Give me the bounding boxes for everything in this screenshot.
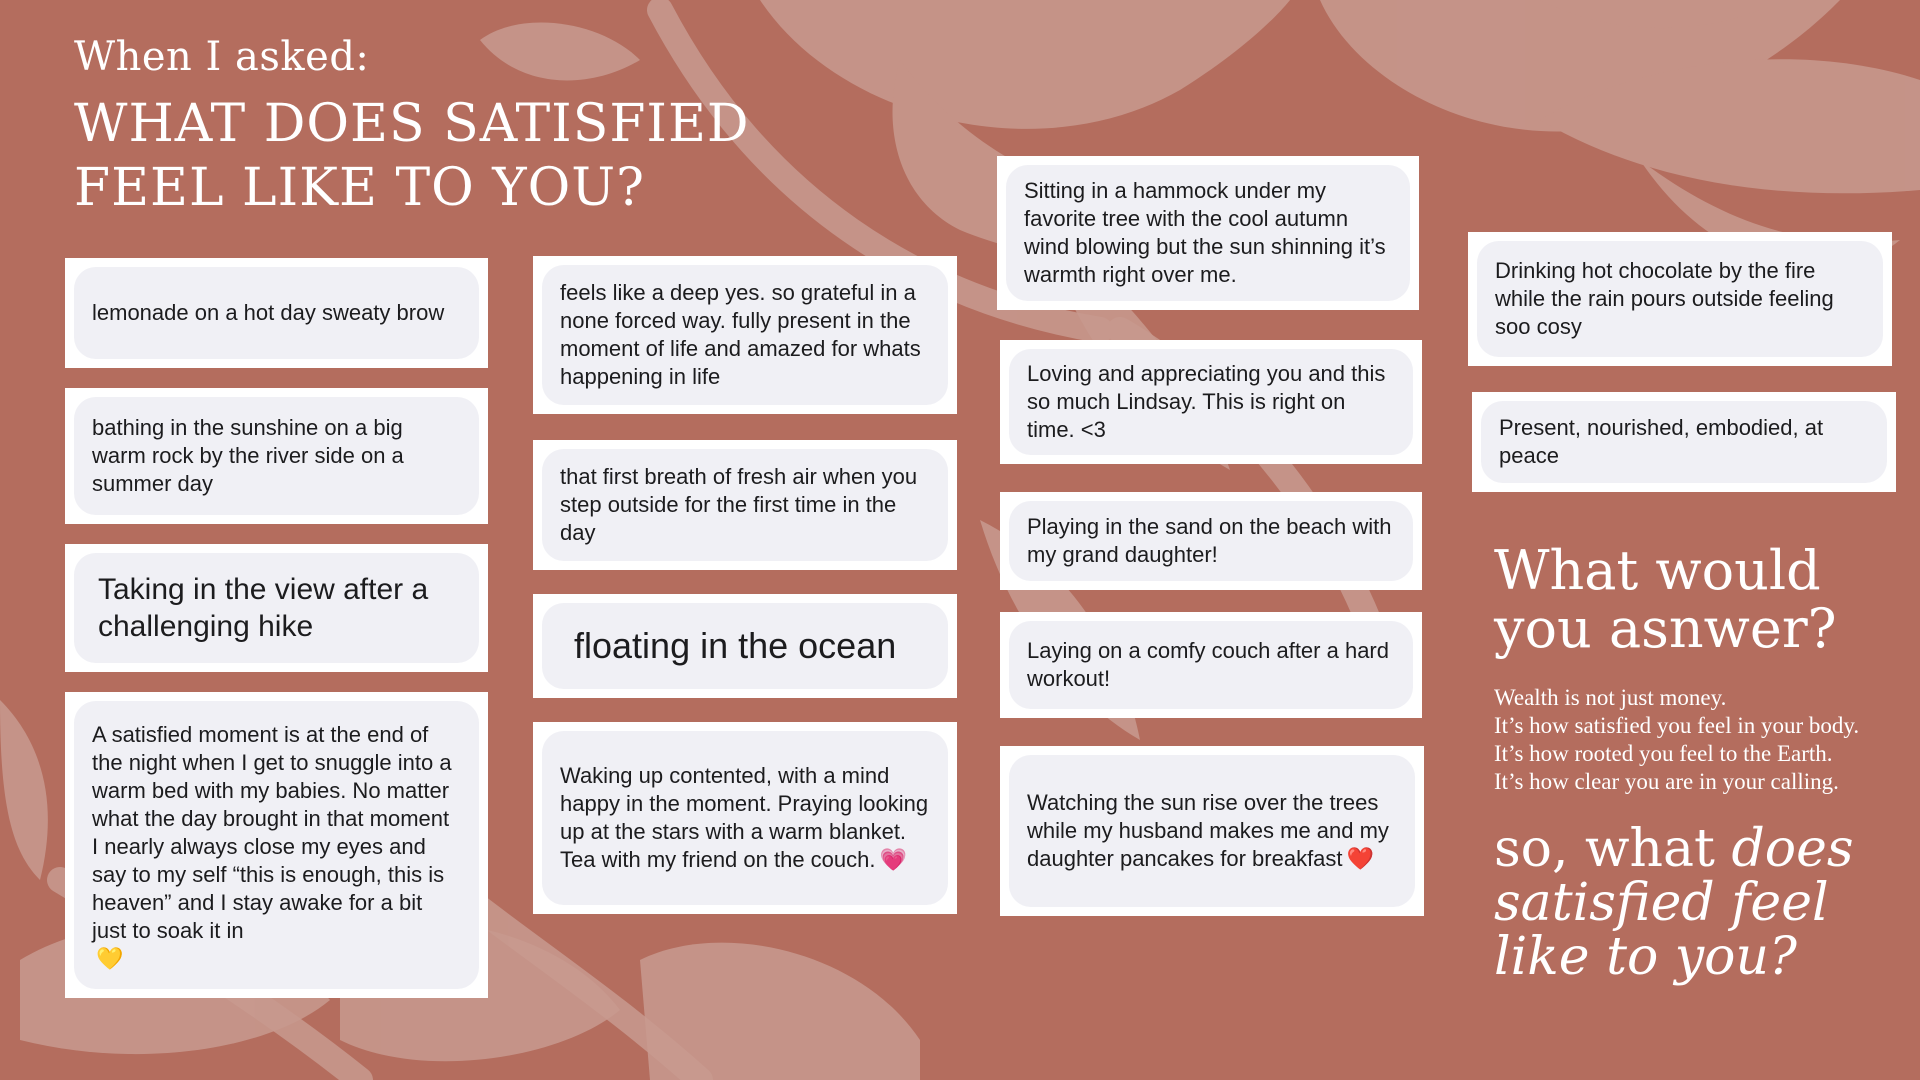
- prompt-line: Wealth is not just money.: [1494, 685, 1727, 710]
- response-bubble: [542, 603, 948, 689]
- response-card: [1472, 392, 1896, 492]
- response-bubble: [74, 397, 479, 515]
- response-text: that first breath of fresh air when you step outside for the first time in the day: [560, 464, 918, 545]
- response-text: feels like a deep yes. so grateful in a none forced way. fully present in the moment of life and amazed for whats happening in life: [560, 280, 921, 389]
- response-card: [65, 692, 488, 998]
- response-bubble: [1006, 165, 1410, 301]
- response-text: floating in the ocean: [574, 625, 897, 666]
- response-text: Loving and appreciating you and this so much Lindsay. This is right on time. <3: [1027, 361, 1386, 442]
- response-text: Laying on a comfy couch after a hard workout!: [1027, 638, 1389, 691]
- response-card: [533, 594, 957, 698]
- response-card: [1000, 340, 1422, 464]
- response-text: Waking up contented, with a mind happy in the moment. Praying looking up at the stars with a warm blanket. Tea with my friend on the couch. 💗: [560, 763, 929, 872]
- response-bubble: [74, 267, 479, 359]
- heading-intro: When I asked:: [74, 34, 370, 80]
- response-card: [533, 256, 957, 414]
- response-bubble: [1009, 755, 1415, 907]
- response-card: [65, 388, 488, 524]
- response-card: [533, 722, 957, 914]
- closing-question: so, what does satisfied feel like to you?: [1494, 819, 1854, 987]
- response-bubble: [1009, 349, 1413, 455]
- response-card: [65, 544, 488, 672]
- response-bubble: [1481, 401, 1887, 483]
- red-heart-emoji-icon: ❤️: [1346, 846, 1374, 871]
- heading-question: WHAT DOES SATISFIED FEEL LIKE TO YOU?: [74, 94, 750, 218]
- response-text: lemonade on a hot day sweaty brow: [92, 300, 445, 325]
- prompt-question: What would you asnwer?: [1494, 539, 1837, 660]
- response-bubble: [1009, 621, 1413, 709]
- response-card: [533, 440, 957, 570]
- response-text: A satisfied moment is at the end of the night when I get to snuggle into a warm bed with my babies. No matter what the day brought in that moment I nearly always close my eyes and say to my self “this is enough, this is heaven” and I stay awake for a bit just to soak it in 💛: [92, 722, 452, 971]
- response-bubble: [542, 265, 948, 405]
- response-card: [997, 156, 1419, 310]
- response-card: [1000, 746, 1424, 916]
- response-bubble: [1009, 501, 1413, 581]
- prompt-line: It’s how satisfied you feel in your body.: [1494, 713, 1860, 738]
- response-card: [1000, 612, 1422, 718]
- response-text: Present, nourished, embodied, at peace: [1499, 415, 1824, 468]
- response-text: Drinking hot chocolate by the fire while the rain pours outside feeling soo cosy: [1495, 258, 1834, 339]
- response-bubble: [74, 701, 479, 989]
- response-text: Playing in the sand on the beach with my grand daughter!: [1027, 514, 1392, 567]
- response-text: Taking in the view after a challenging hike: [98, 573, 429, 643]
- response-bubble: [74, 553, 479, 663]
- response-text: Sitting in a hammock under my favorite tree with the cool autumn wind blowing but the sun shinning it’s warmth right over me.: [1024, 178, 1386, 287]
- sparkling-heart-emoji-icon: 💗: [879, 847, 907, 872]
- response-card: [1000, 492, 1422, 590]
- response-bubble: [542, 449, 948, 561]
- response-card: [1468, 232, 1892, 366]
- prompt-paragraph: [1494, 684, 1920, 796]
- response-text: Watching the sun rise over the trees while my husband makes me and my daughter pancakes for breakfast ❤️: [1027, 790, 1389, 871]
- prompt-line: It’s how rooted you feel to the Earth.: [1494, 741, 1833, 766]
- response-bubble: [1477, 241, 1883, 357]
- response-bubble: [542, 731, 948, 905]
- prompt-line: It’s how clear you are in your calling.: [1494, 769, 1839, 794]
- response-card: [65, 258, 488, 368]
- response-text: bathing in the sunshine on a big warm rock by the river side on a summer day: [92, 415, 404, 496]
- yellow-heart-emoji-icon: 💛: [96, 946, 124, 971]
